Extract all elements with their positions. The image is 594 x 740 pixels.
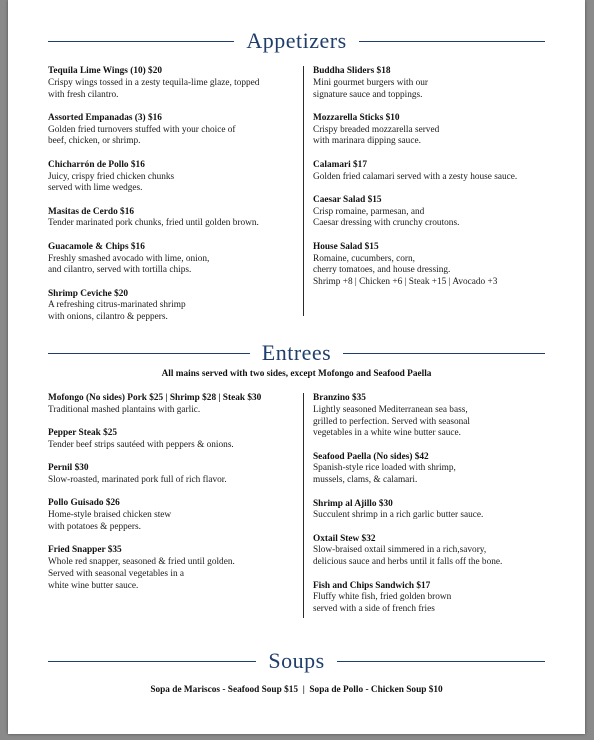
item-description: Tender marinated pork chunks, fried until golden brown. — [48, 218, 259, 229]
item-name: Shrimp al Ajillo $30 — [313, 498, 393, 509]
item-description: A refreshing citrus-marinated shrimp with onions, cilantro & peppers. — [48, 300, 186, 323]
header-rule-right — [337, 661, 545, 662]
entrees-column-divider — [303, 393, 304, 618]
item-description: Crisp romaine, parmesan, and Caesar dressing with crunchy croutons. — [313, 206, 460, 229]
item-description: Lightly seasoned Mediterranean sea bass, grilled to perfection. Served with seasonal vegetables in a white wine butter sauce. — [313, 404, 470, 439]
item-name: Guacamole & Chips $16 — [48, 241, 145, 252]
item-name: Mozzarella Sticks $10 — [313, 112, 400, 123]
header-rule-left — [48, 41, 234, 42]
item-description: Fluffy white fish, fried golden brown served with a side of french fries — [313, 592, 452, 615]
item-name: Fried Snapper $35 — [48, 545, 122, 556]
item-name: Tequila Lime Wings (10) $20 — [48, 66, 162, 76]
item-name: Calamari $17 — [313, 159, 367, 170]
item-description: Romaine, cucumbers, corn, cherry tomatoes, and house dressing. Shrimp +8 | Chicken +6 | Steak +15 | Avocado +3 — [313, 253, 498, 288]
menu-page — [8, 0, 585, 734]
item-description: Freshly smashed avocado with lime, onion, and cilantro, served with tortilla chips. — [48, 253, 210, 276]
item-description: Golden fried turnovers stuffed with your choice of beef, chicken, or shrimp. — [48, 124, 236, 147]
item-description: Crispy wings tossed in a zesty tequila-lime glaze, topped with fresh cilantro. — [48, 77, 260, 100]
item-description: Succulent shrimp in a rich garlic butter sauce. — [313, 510, 484, 521]
entrees-left-column — [48, 393, 298, 604]
menu-item — [313, 113, 563, 148]
item-description: Whole red snapper, seasoned & fried until golden. Served with seasonal vegetables in a white wine butter sauce. — [48, 556, 235, 591]
item-name: House Salad $15 — [313, 241, 379, 252]
item-name: Oxtail Stew $32 — [313, 533, 376, 544]
item-description: Slow-braised oxtail simmered in a rich,savory, delicious sauce and herbs until it falls off the bone. — [313, 545, 503, 568]
item-name: Seafood Paella (No sides) $42 — [313, 451, 429, 462]
menu-item — [313, 393, 563, 440]
entrees-right-column — [313, 393, 563, 627]
menu-item — [313, 195, 563, 230]
item-description: Golden fried calamari served with a zesty house sauce. — [313, 171, 518, 182]
menu-item — [48, 393, 298, 417]
item-name: Pollo Guisado $26 — [48, 498, 120, 509]
menu-item — [313, 66, 563, 101]
item-name: Mofongo (No sides) Pork $25 | Shrimp $28 | Steak $30 — [48, 393, 262, 403]
entrees-header — [48, 340, 545, 366]
menu-item — [313, 581, 563, 616]
menu-item — [313, 499, 563, 523]
menu-item — [48, 66, 298, 101]
item-description: Juicy, crispy fried chicken chunks served with lime wedges. — [48, 171, 175, 194]
appetizers-right-column — [313, 66, 563, 300]
item-name: Buddha Sliders $18 — [313, 66, 391, 76]
menu-item — [48, 463, 298, 487]
menu-item — [48, 113, 298, 148]
item-name: Branzino $35 — [313, 393, 366, 403]
item-description: Home-style braised chicken stew with potatoes & peppers. — [48, 510, 172, 532]
item-name: Pernil $30 — [48, 463, 89, 474]
item-description: Spanish-style rice loaded with shrimp, mussels, clams, & calamari. — [313, 463, 456, 486]
header-rule-right — [343, 353, 545, 354]
menu-item — [48, 207, 298, 231]
soups-line: Sopa de Mariscos - Seafood Soup $15 | Sopa de Pollo - Chicken Soup $10 — [150, 685, 443, 695]
menu-item — [48, 498, 298, 533]
entrees-note: All mains served with two sides, except Mofongo and Seafood Paella — [161, 369, 432, 379]
menu-item — [48, 242, 298, 277]
menu-item — [313, 242, 563, 289]
soups-title: Soups — [268, 648, 325, 673]
menu-item — [313, 160, 563, 184]
header-rule-left — [48, 353, 250, 354]
item-name: Chicharrón de Pollo $16 — [48, 159, 145, 170]
appetizers-left-column — [48, 66, 298, 336]
item-description: Crispy breaded mozzarella served with marinara dipping sauce. — [313, 124, 440, 147]
item-description: Mini gourmet burgers with our signature sauce and toppings. — [313, 77, 428, 100]
item-name: Masitas de Cerdo $16 — [48, 206, 134, 217]
item-name: Fish and Chips Sandwich $17 — [313, 580, 431, 591]
header-rule-left — [48, 661, 256, 662]
appetizers-column-divider — [303, 66, 304, 316]
entrees-title: Entrees — [261, 340, 332, 365]
item-name: Shrimp Ceviche $20 — [48, 288, 129, 299]
header-rule-right — [359, 41, 545, 42]
menu-item — [313, 452, 563, 487]
item-name: Pepper Steak $25 — [48, 428, 118, 439]
menu-item — [48, 428, 298, 452]
appetizers-header — [48, 28, 545, 54]
menu-item — [48, 160, 298, 195]
soups-header — [48, 648, 545, 674]
menu-item — [48, 545, 298, 592]
item-description: Tender beef strips sautéed with peppers & onions. — [48, 439, 234, 450]
item-description: Slow-roasted, marinated pork full of rich flavor. — [48, 474, 227, 485]
item-name: Caesar Salad $15 — [313, 194, 382, 205]
item-description: Traditional mashed plantains with garlic. — [48, 404, 201, 415]
appetizers-title: Appetizers — [246, 28, 347, 53]
menu-item — [48, 289, 298, 324]
item-name: Assorted Empanadas (3) $16 — [48, 112, 162, 123]
menu-item — [313, 534, 563, 569]
